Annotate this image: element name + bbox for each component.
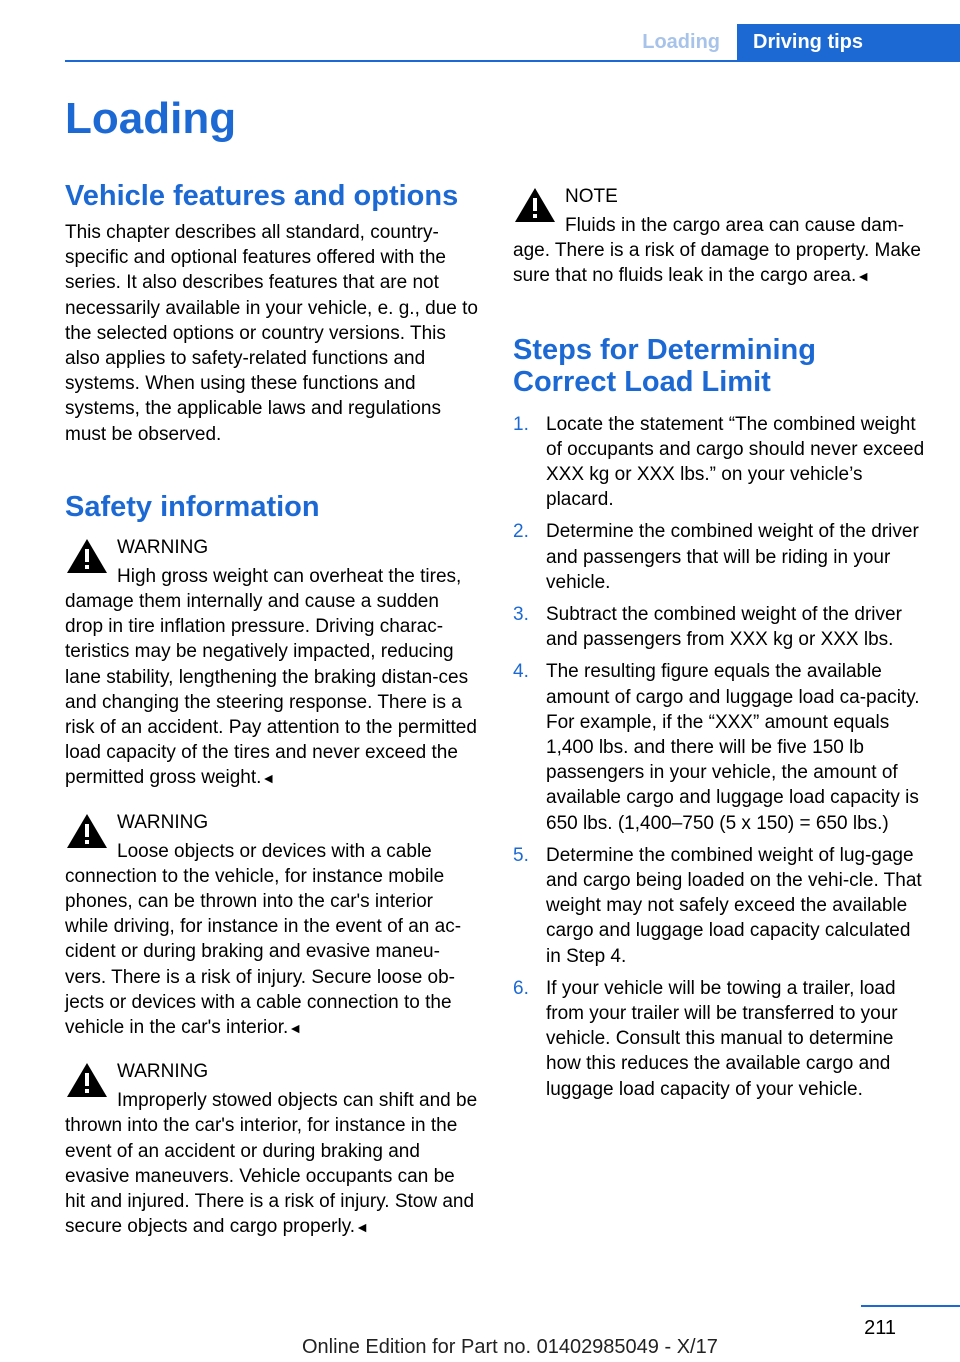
warning-text: Improperly stowed objects can shift and be thrown into the car's interior, for instance in the event of an accident or during braking and evasive maneuvers. Vehicle occupants can be hit and injured. There is a risk of injury. Stow and secure objects and cargo properly. xyxy=(65,1090,478,1238)
warning-block xyxy=(65,1059,479,1240)
warning-icon xyxy=(65,1061,109,1099)
step-text: Subtract the combined weight of the driver and passengers from XXX kg or XXX lbs. xyxy=(546,604,902,651)
safety-heading: Safety information xyxy=(65,490,320,523)
end-marker: ◄ xyxy=(856,268,871,285)
note-text: Fluids in the cargo area can cause dam-age. There is a risk of damage to property. Make sure that no fluids leak in the cargo area. xyxy=(513,215,921,287)
step-number: 5. xyxy=(513,844,529,866)
step-number: 4. xyxy=(513,661,529,683)
list-item xyxy=(513,519,927,595)
end-marker: ◄ xyxy=(355,1219,369,1236)
left-column xyxy=(65,180,479,1241)
step-text: Determine the combined weight of lug-gage and cargo being loaded on the vehi-cle. That weight may not safely exceed the available cargo and luggage load capacity calculated in Step 4. xyxy=(546,844,922,967)
step-text: If your vehicle will be towing a trailer, load from your trailer will be transferred to your vehicle. Consult this manual to determine how this reduces the available cargo and luggage load capacity of your vehicle. xyxy=(546,977,898,1100)
header-section-label: Loading xyxy=(642,31,720,53)
list-item xyxy=(513,843,927,969)
warning-icon xyxy=(513,186,557,224)
list-item xyxy=(513,602,927,652)
step-number: 2. xyxy=(513,521,529,543)
step-text: Locate the statement “The combined weight of occupants and cargo should never exceed XXX kg or XXX lbs.” on your vehicle’s placard. xyxy=(546,413,925,511)
step-text: The resulting figure equals the available amount of cargo and luggage load ca-pacity. For example, if the “XXX” amount equals 1,400 lbs. and there will be five 150 lb passengers in your vehicle, the amount of available cargo and luggage load capacity is 650 lbs. (1,400–750 (5 x 150) = 650 lbs.) xyxy=(546,661,920,834)
features-heading: Vehicle features and options xyxy=(65,180,459,212)
footer-rule xyxy=(861,1305,960,1307)
step-text: Determine the combined weight of the driver and passengers that will be riding in your vehicle. xyxy=(546,521,919,593)
steps-heading: Steps for Determining Correct Load Limit xyxy=(513,333,816,398)
list-item xyxy=(513,659,927,835)
list-item xyxy=(513,412,927,513)
step-number: 3. xyxy=(513,604,529,626)
note-label: NOTE xyxy=(565,186,618,207)
warning-block xyxy=(65,535,479,792)
page-number: 211 xyxy=(864,1317,896,1339)
header-chapter-tab: Driving tips xyxy=(737,24,960,62)
warning-text: Loose objects or devices with a cable connection to the vehicle, for instance mobile phones, can be thrown into the car's interior while driving, for instance in the event of an ac-cident or during braking and evasive maneu-vers. There is a risk of injury. Secure loose ob-jects or devices with a cable connection to the vehicle in the car's interior. xyxy=(65,840,462,1039)
note-block xyxy=(513,184,927,290)
steps-list xyxy=(513,412,927,1102)
warning-icon xyxy=(65,812,109,850)
warning-block xyxy=(65,810,479,1042)
warning-icon xyxy=(65,537,109,575)
page-title: Loading xyxy=(65,94,237,143)
step-number: 6. xyxy=(513,977,529,999)
list-item xyxy=(513,976,927,1102)
edition-footer: Online Edition for Part no. 01402985049 - X/17 xyxy=(302,1336,718,1358)
warning-label: WARNING xyxy=(117,811,209,833)
warning-label: WARNING xyxy=(117,1061,209,1083)
features-body: This chapter describes all standard, country-specific and optional features offered with the series. It also describes features that are not necessarily available in your vehicle, e. g., due to the selected options or country versions. This also applies to safety-related functions and systems. When using these functions and systems, the applicable laws and regulations must be observed. xyxy=(65,222,478,445)
end-marker: ◄ xyxy=(288,1020,303,1037)
step-number: 1. xyxy=(513,413,529,435)
right-column xyxy=(513,184,927,1109)
warning-label: WARNING xyxy=(117,536,209,558)
warning-text: High gross weight can overheat the tires, damage them internally and cause a sudden drop in tire inflation pressure. Driving charac-teristics may be negatively impacted, reducing lane stability, lengthening the braking distan-ces and changing the steering response. There is a risk of an accident. Pay attention to the permitted load capacity of the tires and never exceed the permitted gross weight. xyxy=(65,565,477,789)
end-marker: ◄ xyxy=(261,770,276,787)
